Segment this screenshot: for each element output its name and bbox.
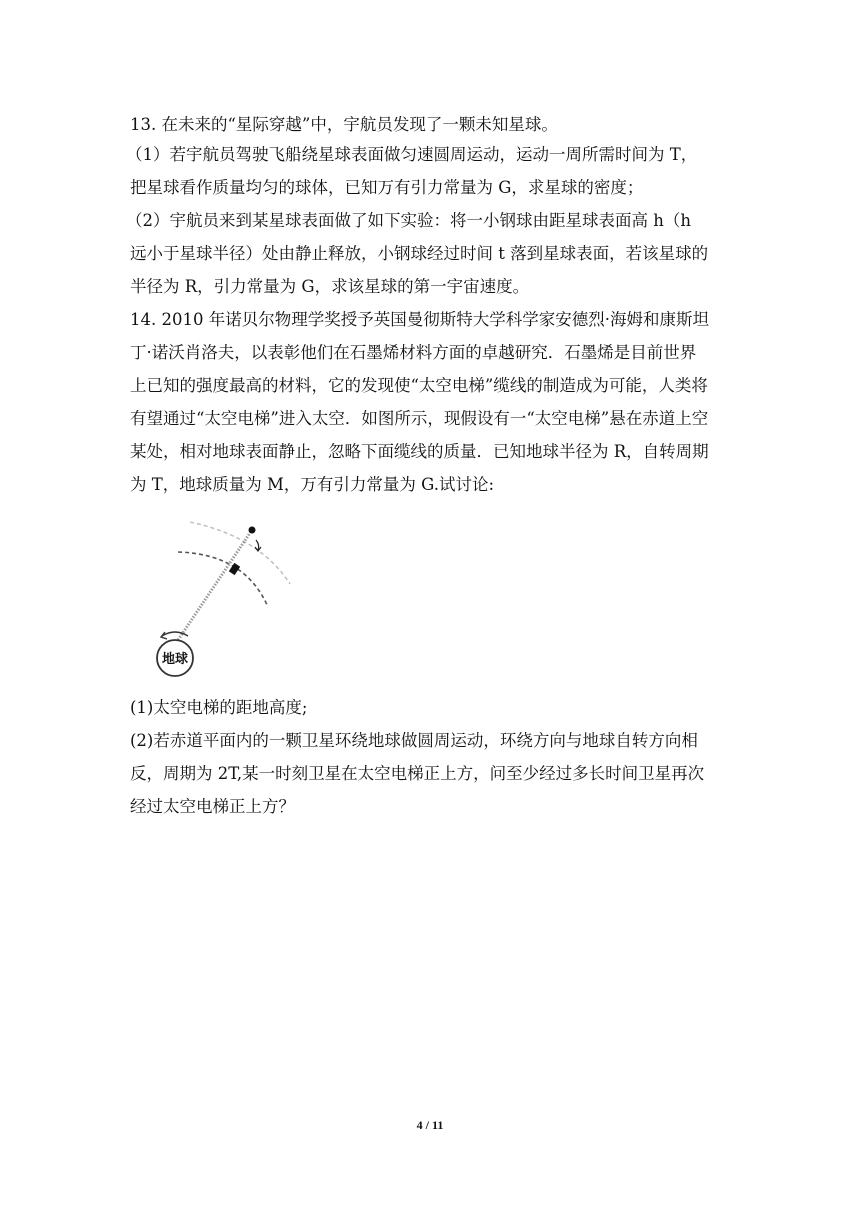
q14-line4: 有望通过“太空电梯”进入太空．如图所示，现假设有一“太空电梯”悬在赤道上空 <box>130 409 709 428</box>
q14-sub2-line3: 经过太空电梯正上方？ <box>130 797 295 816</box>
q14-line3: 上已知的强度最高的材料，它的发现使“太空电梯”缆线的制造成为可能，人类将 <box>130 376 708 395</box>
space-elevator-diagram <box>130 512 300 682</box>
q13-part1-line1: （1）若宇航员驾驶飞船绕星球表面做匀速圆周运动，运动一周所需时间为 T， <box>126 145 698 164</box>
q13-part2-line1: （2）宇航员来到某星球表面做了如下实验：将一小钢球由距星球表面高 h（h <box>126 211 691 230</box>
elevator-block <box>229 563 240 575</box>
q13-part2-line2: 远小于星球半径）处由静止释放，小钢球经过时间 t 落到星球表面，若该星球的 <box>130 244 709 263</box>
page-number: 4 / 11 <box>416 1118 444 1132</box>
q13-part1-line2: 把星球看作质量均匀的球体，已知万有引力常量为 G，求星球的密度； <box>130 178 644 197</box>
q14-sub2-line1: (2)若赤道平面内的一颗卫星环绕地球做圆周运动，环绕方向与地球自转方向相 <box>130 731 698 750</box>
q14-sub1: (1)太空电梯的距地高度; <box>130 698 308 717</box>
q14-line2: 丁·诺沃肖洛夫，以表彰他们在石墨烯材料方面的卓越研究．石墨烯是目前世界 <box>130 343 697 362</box>
outer-orbit <box>190 522 290 584</box>
satellite-dot <box>249 527 256 534</box>
q13-part2-line3: 半径为 R，引力常量为 G，求该星球的第一宇宙速度。 <box>130 277 530 296</box>
q14-line6: 为 T，地球质量为 M，万有引力常量为 G.试讨论: <box>130 475 495 494</box>
elevator-cable <box>178 530 252 640</box>
q13-title: 13. 在未来的“星际穿越”中，宇航员发现了一颗未知星球。 <box>130 115 558 134</box>
earth-label: 地球 <box>161 652 189 667</box>
q14-line1: 14. 2010 年诺贝尔物理学奖授予英国曼彻斯特大学科学家安德烈·海姆和康斯坦 <box>130 310 709 329</box>
q14-sub2-line2: 反，周期为 2T,某一时刻卫星在太空电梯正上方，问至少经过多长时间卫星再次 <box>130 764 705 783</box>
geostationary-orbit <box>178 552 268 607</box>
q14-line5: 某处，相对地球表面静止，忽略下面缆线的质量．已知地球半径为 R，自转周期 <box>130 442 709 461</box>
space-elevator-figure <box>130 512 300 682</box>
